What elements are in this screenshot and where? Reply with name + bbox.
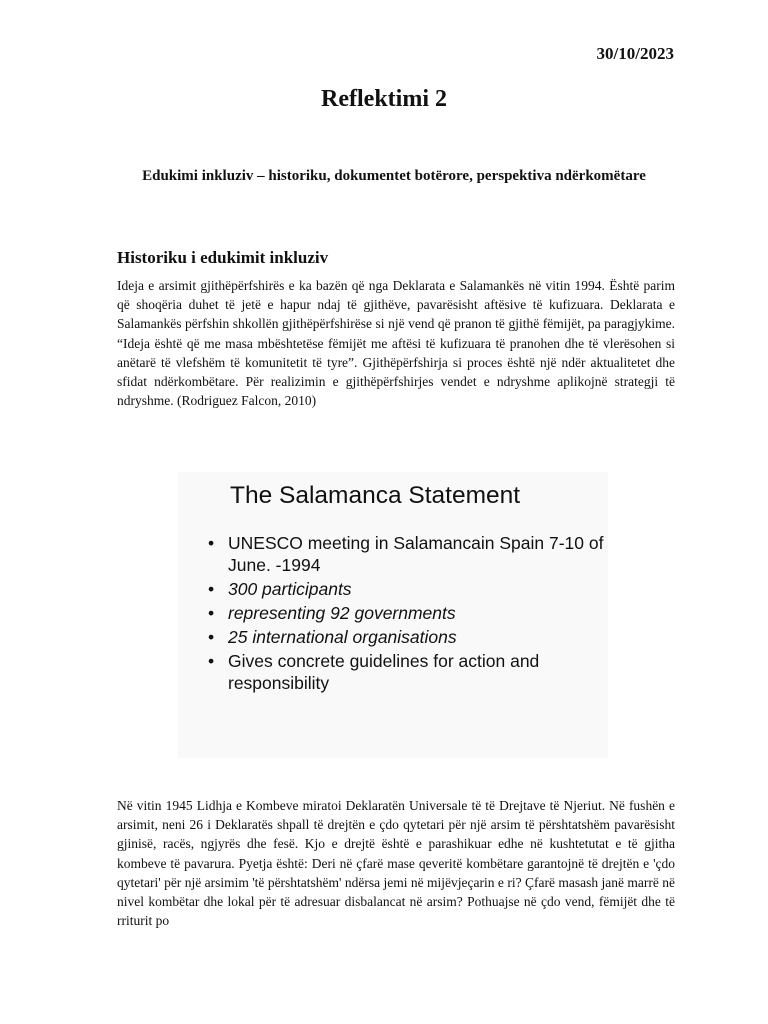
slide-bullet-item	[206, 532, 606, 576]
slide-bullet-item	[206, 650, 606, 694]
section-heading: Historiku i edukimit inkluziv	[117, 248, 329, 267]
slide-title: The Salamanca Statement	[230, 482, 521, 509]
salamanca-slide-image	[178, 472, 608, 758]
slide-bullet-text: 25 international organisations	[228, 627, 457, 647]
slide-bullet-text: representing 92 governments	[228, 603, 456, 623]
slide-bullet-item	[206, 578, 606, 600]
document-subtitle: Edukimi inkluziv – historiku, dokumentet botërore, perspektiva ndërkomëtare	[142, 168, 646, 184]
bullet-icon: •	[208, 579, 215, 599]
slide-bullet-text: UNESCO meeting in Salamancain Spain 7-10 of June. -1994	[228, 533, 604, 575]
slide-bullet-text: 300 participants	[228, 579, 352, 599]
slide-bullet-item	[206, 626, 606, 648]
bullet-icon: •	[208, 533, 215, 553]
bullet-icon: •	[208, 627, 215, 647]
slide-bullet-item	[206, 602, 606, 624]
document-title: Reflektimi 2	[321, 86, 447, 112]
slide-bullet-text: Gives concrete guidelines for action and responsibility	[228, 651, 540, 693]
paragraph-history: Ideja e arsimit gjithëpërfshirës e ka bazën që nga Deklarata e Salamankës në vitin 1994. Është parim që shoqëria duhet të jetë e hapur ndaj të gjithëve, pavarësisht aftësive të kufizuara. Deklarata e Salamankës përfshin shkollën gjithëpërfshirëse si një vend që pranon të gjithë fëmijët, pa paragjykime. “Ideja është që me masa mbështetëse fëmijët me aftësi të kufizuara të pranohen dhe të vlerësohen si anëtarë të vlefshëm të komunitetit të tyre”. Gjithëpërfshirja si proces është një ndër aktualitetet dhe sfidat ndërkombëtare. Për realizimin e gjithëpërfshirjes vendet e ndryshme aplikojnë strategji të ndryshme. (Rodriguez Falcon, 2010)	[117, 278, 675, 409]
slide-bullet-list	[206, 532, 606, 696]
document-date: 30/10/2023	[596, 44, 674, 63]
bullet-icon: •	[208, 651, 215, 671]
bullet-icon: •	[208, 603, 215, 623]
paragraph-declaration: Në vitin 1945 Lidhja e Kombeve miratoi Deklaratën Universale të të Drejtave të Njeriut. Në fushën e arsimit, neni 26 i Deklaratës shpall të drejtën e çdo qytetari për një arsim të përshtatshëm pavarësisht gjinisë, racës, ngjyrës dhe fesë. Kjo e drejtë është e parashikuar edhe në kushtetutat e të gjitha kombeve të pavarura. Pyetja është: Deri në çfarë mase qeveritë kombëtare garantojnë të drejtën e 'çdo qytetari' për një arsimim 'të përshtatshëm' ndërsa jemi në mijëvjeçarin e ri? Çfarë masash janë marrë në nivel kombëtar dhe lokal për të adresuar disbalancat në arsim? Pothuajse në çdo vend, fëmijët dhe të rriturit po	[117, 798, 675, 929]
